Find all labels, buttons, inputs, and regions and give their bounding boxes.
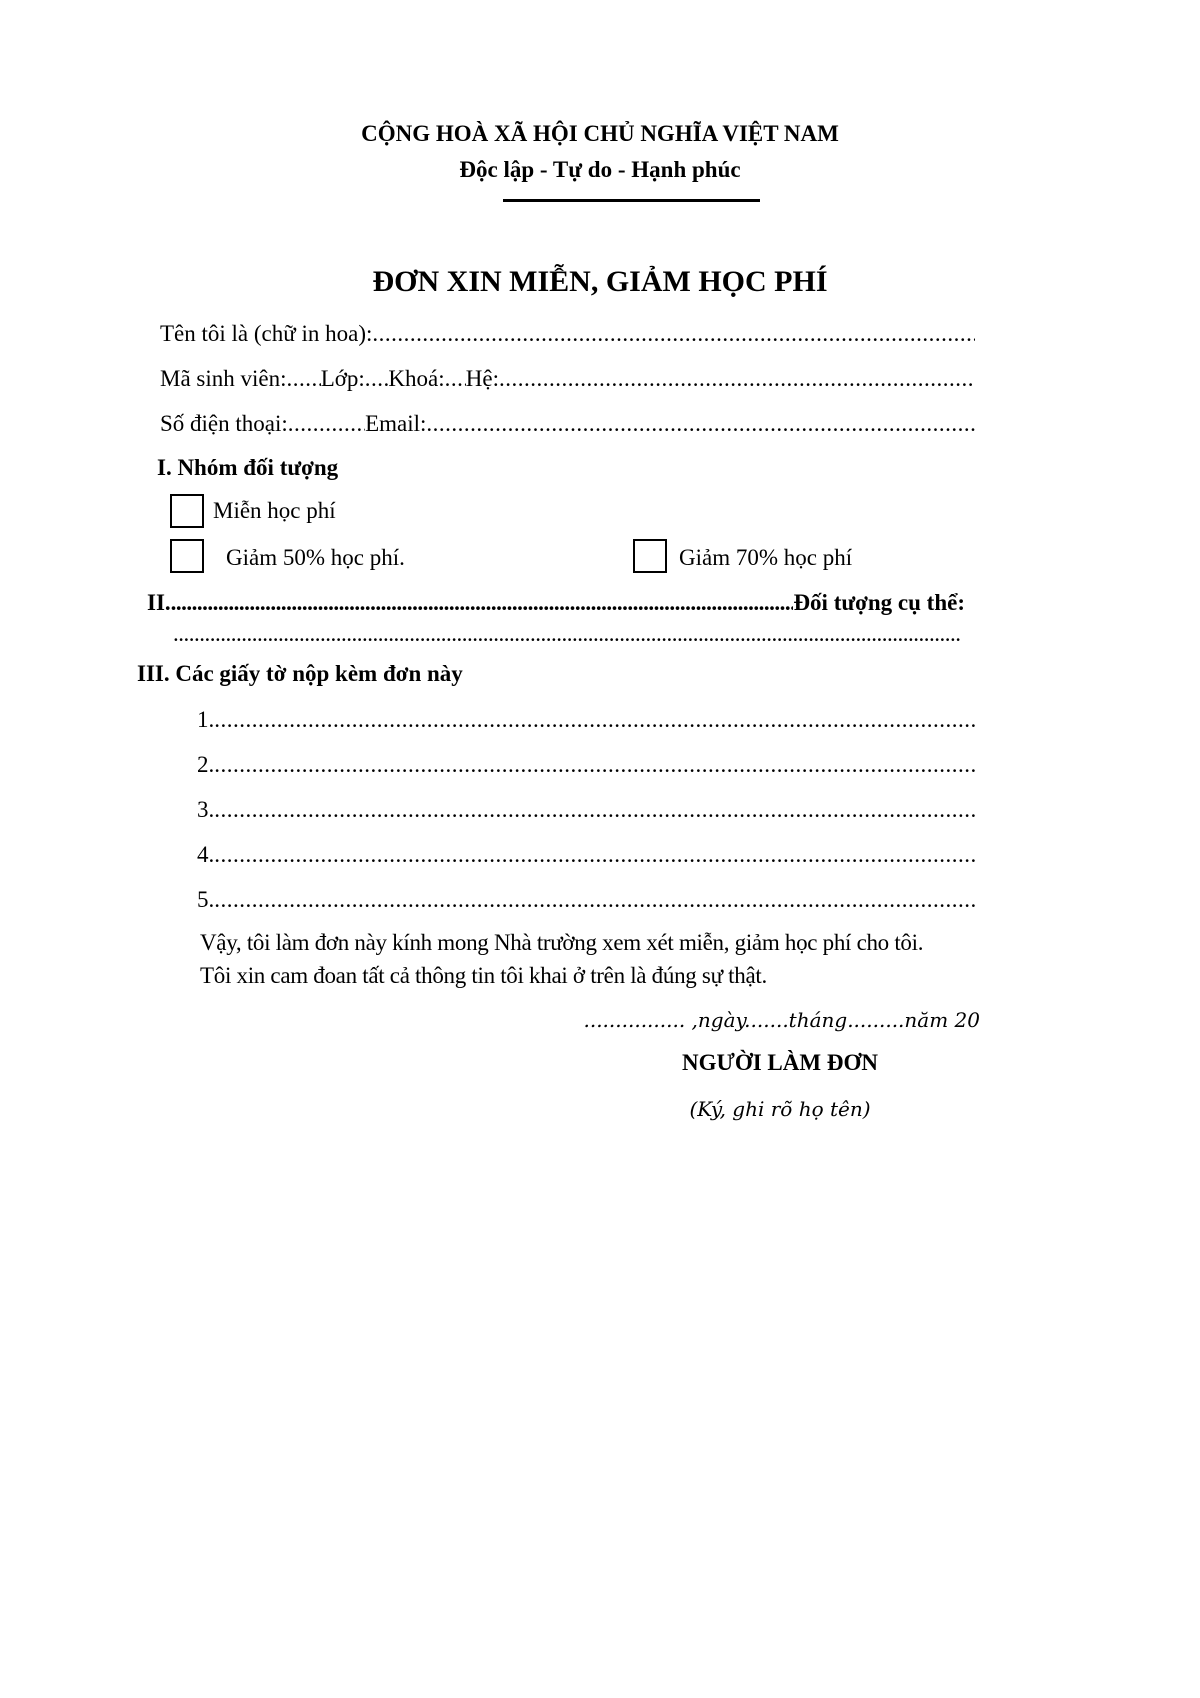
contact-line [160,410,975,438]
section-2-prefix: II. [147,590,171,615]
program-field[interactable] [499,365,975,393]
option-reduce-50-label: Giảm 50% học phí. [226,545,405,570]
name-field[interactable] [372,320,975,348]
checkbox-exemption[interactable] [170,494,204,528]
date-place-line[interactable]: ................ ,ngày.......tháng.........năm 20 [583,1008,980,1032]
email-field[interactable] [426,410,975,438]
checkbox-reduce-70[interactable] [633,539,667,573]
section-3-heading: III. Các giấy tờ nộp kèm đơn này [137,661,463,686]
item-number: 4. [197,842,215,867]
phone-label: Số điện thoại: [160,411,288,436]
motto-underline [503,199,760,202]
section-2-line [147,589,965,617]
document-item-4-field[interactable] [214,841,975,869]
document-item-2-field[interactable] [214,751,975,779]
student-id-field[interactable] [287,365,321,393]
section-2-label: Đối tượng cụ thể: [793,590,965,615]
document-item-1-field[interactable] [214,706,975,734]
specific-target-field[interactable] [173,620,961,648]
section-1-heading: I. Nhóm đối tượng [157,455,339,480]
item-number: 2. [197,752,215,777]
class-field[interactable] [365,365,389,393]
item-number: 1. [197,707,215,732]
checkbox-reduce-50[interactable] [170,539,204,573]
email-label: Email: [365,411,427,436]
section-2-fill-line [173,620,961,648]
document-title: ĐƠN XIN MIỄN, GIẢM HỌC PHÍ [372,265,828,298]
item-number: 3. [197,797,215,822]
document-item-4 [197,841,975,869]
document-item-3-field[interactable] [214,796,975,824]
option-exemption-label: Miễn học phí [213,498,336,523]
course-field[interactable] [445,365,466,393]
signature-instruction: (Ký, ghi rõ họ tên) [689,1097,871,1121]
document-item-5-field[interactable] [214,886,975,914]
option-reduce-70-label: Giảm 70% học phí [679,545,853,570]
name-line [160,320,975,348]
student-info-line [160,365,975,393]
item-number: 5. [197,887,215,912]
closing-request: Vậy, tôi làm đơn này kính mong Nhà trường xem xét miễn, giảm học phí cho tôi. [200,930,924,955]
nation-header: CỘNG HOÀ XÃ HỘI CHỦ NGHĨA VIỆT NAM [361,121,839,146]
motto: Độc lập - Tự do - Hạnh phúc [459,157,741,182]
document-item-2 [197,751,975,779]
document-item-3 [197,796,975,824]
document-item-1 [197,706,975,734]
closing-commitment: Tôi xin cam đoan tất cả thông tin tôi khai ở trên là đúng sự thật. [200,963,767,988]
program-label: Hệ: [465,366,500,391]
student-id-label: Mã sinh viên: [160,366,287,391]
signer-title: NGƯỜI LÀM ĐƠN [682,1050,878,1075]
course-label: Khoá: [388,366,445,391]
name-label: Tên tôi là (chữ in hoa): [160,321,373,346]
section-2-leader-dots [171,589,794,617]
class-label: Lớp: [320,366,365,391]
phone-field[interactable] [288,410,365,438]
document-item-5 [197,886,975,914]
